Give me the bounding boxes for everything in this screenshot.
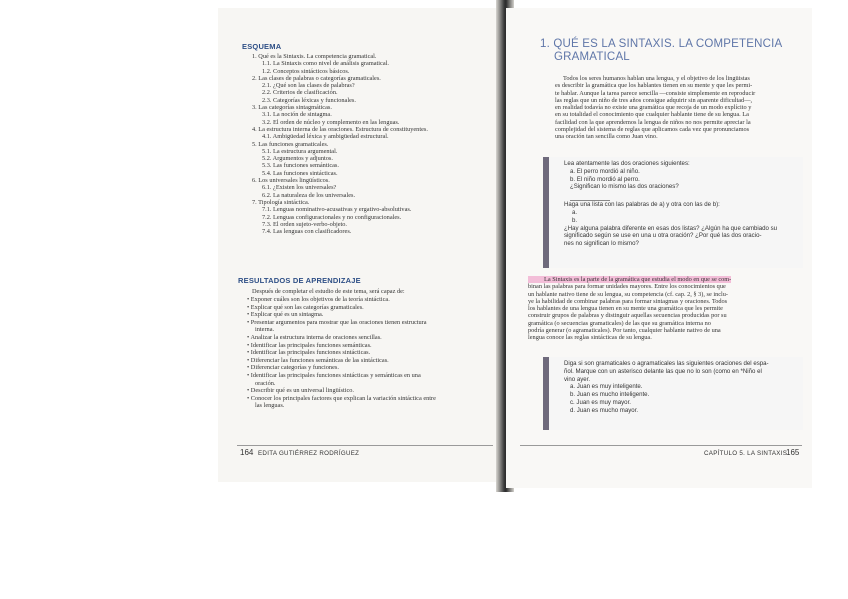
toc-item: 2.2. Criterios de clasificación.: [262, 89, 338, 97]
toc-item: 5.4. Las funciones sintácticas.: [262, 169, 338, 177]
list-item: • Conocer los principales factores que explican la variación sintáctica entre: [247, 394, 436, 402]
resultados-intro: Después de completar el estudio de este tema, será capaz de:: [252, 288, 405, 295]
toc-item: 3.2. El orden de núcleo y complemento en las lenguas.: [262, 118, 400, 126]
toc-item: 2.3. Categorías léxicas y funcionales.: [262, 96, 356, 104]
esquema-heading: ESQUEMA: [242, 42, 282, 51]
toc-item: 1. Qué es la Sintaxis. La competencia gramatical.: [252, 53, 377, 60]
list-item: interna.: [255, 326, 275, 334]
toc-list: [252, 53, 428, 235]
list-item: • Presentar argumentos para mostrar que las oraciones tienen estructura: [247, 318, 427, 326]
toc-item: 4.1. Ambigüedad léxica y ambigüedad estructural.: [262, 133, 389, 141]
exercise-box-1-text: Lea atentamente las dos oraciones siguientes: a. El perro mordió al niño. b. El niño mordió al perro. ¿Significan lo mismo las dos oraciones? Haga una lista con las palabras de a) y otra con las de b): a. b. ¿Hay alguna palabra diferente en esas dos listas? ¿Algún ha que cambiado su significado según se use en una u otra oración? ¿Por qué las dos oracio- nes no significan lo mismo?: [564, 160, 778, 248]
list-item: • Identificar las principales funciones semánticas.: [247, 341, 372, 349]
exercise-box-2-text: Diga si son gramaticales o agramaticales las siguientes oraciones del espa- ñol. Marque con un asterisco delante las que no lo son (como en *Niño el vino ayer. a. Juan es muy inteligente. b. Juan es mucho inteligente. c. Juan es muy mayor. d. Juan es mucho mayor.: [564, 360, 769, 414]
exercise-box-1-bar: [543, 157, 549, 268]
list-item: • Diferenciar las funciones semánticas de las sintácticas.: [247, 356, 389, 364]
footer-author: EDITA GUTIÉRREZ RODRÍGUEZ: [258, 450, 360, 457]
toc-item: 2. Las clases de palabras o categorías gramaticales.: [252, 74, 381, 82]
exercise-box-2-bar: [543, 357, 549, 430]
toc-item: 7.1. Lenguas nominativo-acusativas y ergativo-absolutivas.: [262, 206, 412, 214]
list-item: • Diferenciar categorías y funciones.: [247, 364, 339, 372]
toc-item: 7.3. El orden sujeto-verbo-objeto.: [262, 220, 347, 228]
toc-item: 4. La estructura interna de las oraciones. Estructura de constituyentes.: [252, 125, 428, 133]
footer-rule-right: [520, 445, 802, 446]
toc-item: 3.1. La noción de sintagma.: [262, 111, 332, 119]
list-item: • Analizar la estructura interna de oraciones sencillas.: [247, 333, 382, 341]
footer-chapter: CAPÍTULO 5. LA SINTAXIS: [704, 450, 788, 457]
toc-item: 7.4. Las lenguas con clasificadores.: [262, 228, 352, 236]
toc-item: 3. Las categorías sintagmáticas.: [252, 104, 332, 112]
footer-rule-left: [237, 445, 493, 446]
toc-item: 7. Tipología sintáctica.: [252, 198, 310, 206]
chapter-title: 1. QUÉ ES LA SINTAXIS. LA COMPETENCIA GRAMATICAL: [540, 38, 783, 63]
paragraph-intro: Todos los seres humanos hablan una lengua, y el objetivo de los lingüistas es describir la gramática que los hablantes tienen en su mente y que les permi- te hablar. Aunque la tarea parece sencilla —consiste simplemente en reproducir las reglas que un niño de tres años consigue adquirir sin aparente dificultad—, en realidad todavía no existe una gramática que recoja de un modo explícito y en su totalidad el conocimiento que cualquier hablante tiene de su lengua. La facilidad con la que aprendemos la lengua de niños no nos permite apreciar la complejidad del sistema de reglas que aplicamos cada vez que pronunciamos una oración tan sencilla como Juan vino.: [555, 75, 756, 141]
list-item: • Exponer cuáles son los objetivos de la teoría sintáctica.: [247, 296, 390, 303]
toc-item: 5.1. La estructura argumental.: [262, 147, 338, 155]
resultados-heading: RESULTADOS DE APRENDIZAJE: [238, 276, 361, 285]
list-item: • Describir qué es un universal lingüístico.: [247, 387, 354, 395]
toc-item: 1.2. Conceptos sintácticos básicos.: [262, 67, 350, 75]
list-item: las lenguas.: [255, 402, 285, 410]
toc-item: 2.1. ¿Qué son las clases de palabras?: [262, 82, 355, 90]
toc-item: 6.1. ¿Existen los universales?: [262, 184, 337, 192]
paragraph-sintaxis: La Sintaxis es la parte de la gramática que estudia el modo en que se com- binan las palabras para formar unidades mayores. Entre los conocimientos que un hablante nativo tiene de su lengua, su competencia (cf. cap. 2, § 3), se inclu- ye la habilidad de combinar palabras para formar sintagmas y oraciones. Todos los hablantes de una lengua tienen en su mente una gramática que les permite construir grupos de palabras y distinguir aquellas secuencias producidas por su gramática (o secuencias gramaticales) de las que su gramática interna no podría generar (o agramaticales). Por tanto, cualquier hablante nativo de una lengua conoce las reglas sintácticas de su lengua.: [528, 276, 732, 342]
toc-item: 5. Las funciones gramaticales.: [252, 140, 329, 148]
list-item: • Identificar las principales funciones sintácticas y semánticas en una: [247, 371, 421, 379]
page-number-right: 165: [786, 448, 800, 457]
list-item: • Explicar qué es un sintagma.: [247, 311, 324, 319]
toc-item: 6. Los universales lingüísticos.: [252, 177, 330, 185]
toc-item: 5.3. Las funciones semánticas.: [262, 162, 339, 170]
list-item: • Explicar qué son las categorías gramaticales.: [247, 303, 364, 311]
toc-item: 6.2. La naturaleza de los universales.: [262, 191, 356, 199]
page-number-left: 164: [240, 448, 254, 457]
resultados-list: [247, 296, 436, 410]
toc-item: 5.2. Argumentos y adjuntos.: [262, 155, 333, 163]
toc-item: 1.1. La Sintaxis como nivel de análisis gramatical.: [262, 60, 389, 68]
list-item: oración.: [255, 379, 276, 387]
toc-item: 7.2. Lenguas configuracionales y no configuracionales.: [262, 213, 402, 221]
list-item: • Identificar las principales funciones sintácticas.: [247, 349, 371, 357]
